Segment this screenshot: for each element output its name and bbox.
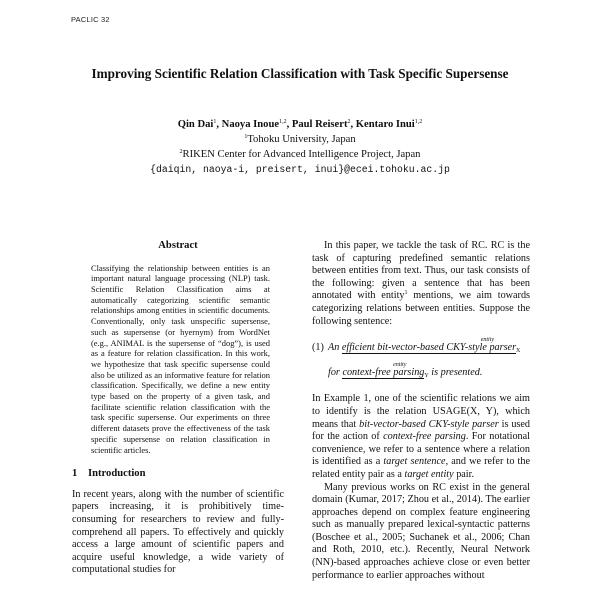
section-number: 1 — [72, 468, 78, 480]
author-name: Paul Reisert — [291, 119, 348, 130]
author-name: Qin Dai — [177, 119, 214, 130]
entity-tag: entity — [480, 337, 495, 344]
section-title: Introduction — [88, 468, 146, 480]
paragraph-previous-work: Many previous works on RC exist in the general domain (Kumar, 2017; Zhou et al., 2014). The earlier approaches depend on complex feature engineering such as manually prepared lexical-syntactic patterns (Boschee et al., 2005; Suchanek et al., 2006; Chan and Roth, 2010, etc.). Recently, Neural Network (NN)-based approaches achieve close or even better performance to earlier approaches without — [312, 481, 530, 581]
affiliation-2: $^2$RIKEN Center for Advanced Intelligence Project, Japan — [179, 149, 421, 160]
author-affiliation-mark: 2 — [347, 119, 351, 125]
entity-y-subscript: Y — [424, 372, 429, 379]
author-affiliation-mark: 1,2 — [414, 119, 423, 125]
paragraph-example-explanation: In Example 1, one of the scientific relations we aim to identify is the relation USAGE(X, Y), which means that bit-vector-based CKY-style parser is used for the action of context-free parsing. For notational convenience, we refer to a sentence where a relation is identified as a target sentence, and we refer to the related entity pair as a target entity pair. — [312, 393, 530, 480]
author-emails: {daiqin, naoya-i, preisert, inui}@ecei.tohoku.ac.jp — [150, 164, 450, 175]
left-column — [72, 240, 284, 577]
abstract-heading: Abstract — [158, 240, 198, 251]
author-name: Kentaro Inui — [355, 119, 415, 130]
example-label: (1) — [312, 342, 324, 354]
running-header: PACLIC 32 — [71, 15, 110, 24]
author-affiliation-mark: 1 — [213, 119, 217, 125]
paragraph-task: In this paper, we tackle the task of RC. RC is the task of capturing predefined semantic relations between entities from text. Thus, our task consists of the following: given a sentence that has been annotated with entity$^1$ mentions, we aim towards categorizing relations between entities. Suppose the following sentence: — [312, 240, 531, 327]
entity-x-subscript: X — [516, 348, 521, 355]
entity-y: context-free parsing — [342, 366, 425, 378]
section-heading-introduction — [72, 468, 284, 481]
author-name: Naoya Inoue — [221, 119, 280, 130]
author-affiliation-mark: 1,2 — [279, 119, 287, 125]
footnote-mark: 1 — [404, 290, 408, 297]
example-sentence: (1) An efficient bit-vector-based CKY-style parser entity $_X$ for context-free parsing entity $_Y$ is presented. — [312, 342, 530, 382]
entity-tag: entity — [393, 361, 407, 368]
author-names: Qin Dai$^1$, Naoya Inoue$^{1,2}$, Paul Reisert$^2$, Kentaro Inui$^{1,2}$ — [177, 119, 423, 130]
intro-paragraph: In recent years, along with the number of scientific papers increasing, it is prohibitively time-consuming for researchers to review and fully-comprehend all papers. To effectively and quickly access a large amount of scientific papers and acquire useful knowledge, a wide variety of computational studies for — [72, 488, 284, 576]
paper-title: Improving Scientific Relation Classification with Task Specific Supersense — [91, 66, 509, 81]
entity-x: efficient bit-vector-based CKY-style parser — [341, 342, 517, 354]
abstract-text: Classifying the relationship between entities is an important natural language processing (NLP) task. Scientific Relation Classification aims at automatically categorizing scientific semantic relationships among entities in scientific documents. Conventionally, only task unspecific supersense, such as supersense (or hyernym) from WordNet (e.g., ANIMAL is the supersense of “dog”), is used as a feature for relation classification. In this work, we hypothesize that task specific supersense could also be utilized as an informative feature for relation classification. Specifically, we define a new entity type based on the property of a given task, and facilitate scientific relation classification with the task specific supersense. Our experiments on three different datasets prove the effectiveness of the task specific supersense on relation classification in scientific articles. — [91, 262, 270, 455]
author-block — [0, 117, 600, 177]
right-column — [312, 240, 530, 582]
affiliation-1: $^1$Tohoku University, Japan — [244, 134, 356, 145]
